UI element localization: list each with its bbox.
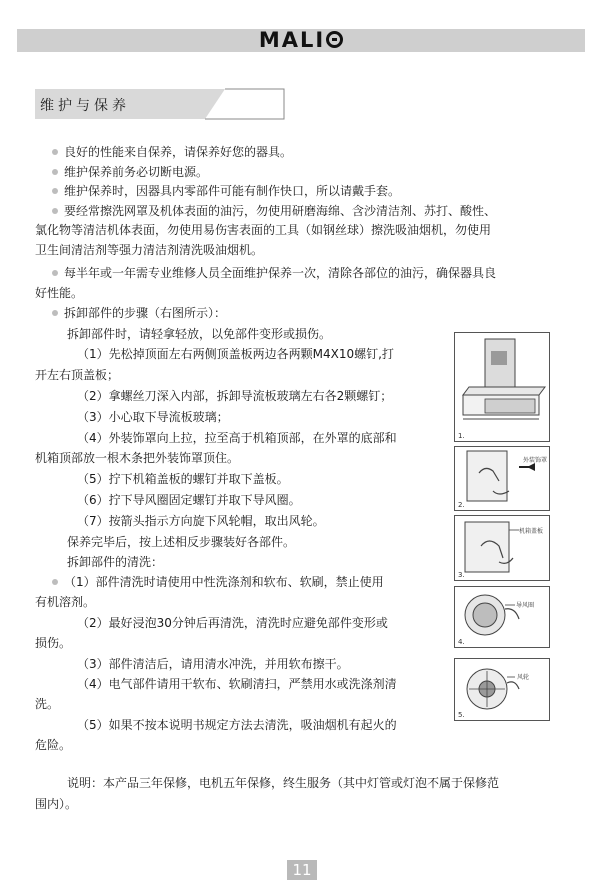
figure-number: 5. [458, 711, 465, 719]
step-line: （7）按箭头指示方向旋下风轮帽，取出风轮。 [77, 514, 325, 528]
figure-label: 机箱盖板 [519, 528, 544, 535]
figure-number: 3. [458, 571, 465, 579]
text-line: 保养完毕后，按上述相反步骤装好各部件。 [67, 535, 296, 549]
bullet-dot-icon [52, 579, 58, 585]
bullet-dot-icon [52, 188, 58, 194]
figure-number: 1. [458, 432, 465, 440]
text-line: 损伤。 [35, 636, 72, 650]
figure-number: 2. [458, 501, 465, 509]
step-line: （1）先松掉顶面左右两侧顶盖板两边各两颗M4X10螺钉,打 [77, 347, 394, 361]
step-line: （5）拧下机箱盖板的螺钉并取下盖板。 [77, 472, 289, 486]
bullet-dot-icon [52, 149, 58, 155]
bullet-item: 维护保养前务必切断电源。 [35, 163, 208, 182]
text-line: 好性能。 [35, 285, 84, 300]
brand-logo [17, 27, 585, 54]
bullet-dot-icon [52, 208, 58, 214]
text-line: 开左右顶盖板； [35, 368, 120, 382]
section-title: 维护与保养 [40, 98, 130, 114]
step-line: （6）拧下导风圈固定螺钉并取下导风圈。 [77, 493, 301, 507]
bullet-item: 每半年或一年需专业维修人员全面维护保养一次，清除各部位的油污，确保器具良 [35, 264, 496, 283]
range-hood-illustration [455, 333, 549, 441]
bullet-item: 要经常擦洗网罩及机体表面的油污，勿使用研磨海绵、含沙清洁剂、苏打、酸性、 [35, 202, 496, 221]
step-line: （2）拿螺丝刀深入内部，拆卸导流板玻璃左右各2颗螺钉； [77, 389, 393, 403]
step-line: （4）电气部件请用干软布、软刷清扫，严禁用水或洗涤剂清 [77, 677, 397, 691]
figure-2 [454, 446, 550, 511]
figure-3 [454, 515, 550, 581]
text-line: 围内）。 [35, 797, 78, 811]
bullet-item: 良好的性能来自保养，请保养好您的器具。 [35, 143, 292, 162]
fan-wheel-illustration [455, 659, 549, 720]
o-mark-icon [326, 31, 343, 48]
text-line: 拆卸部件时，请轻拿轻放，以免部件变形或损伤。 [67, 327, 332, 341]
step-line: （5）如果不按本说明书规定方法去清洗，吸油烟机有起火的 [77, 718, 397, 732]
warranty-note: 说明：本产品三年保修，电机五年保修，终生服务（其中灯管或灯泡不属于保修范 [67, 776, 500, 790]
text-line: 有机溶剂。 [35, 595, 96, 609]
bullet-item: 维护保养时，因器具内零部件可能有制作快口，所以请戴手套。 [35, 182, 400, 201]
text-line: 洗。 [35, 697, 60, 711]
figure-1 [454, 332, 550, 442]
logo-text: MALI [258, 28, 326, 52]
figure-5 [454, 658, 550, 721]
figure-label: 外装饰罩 [523, 457, 548, 464]
step-line: （3）部件清洁后，请用清水冲洗，并用软布擦干。 [77, 657, 349, 671]
bullet-dot-icon [52, 169, 58, 175]
figure-label: 导风圈 [516, 602, 535, 609]
step-line: （4）外装饰罩向上拉，拉至高于机箱顶部，在外罩的底部和 [77, 431, 397, 445]
bullet-dot-icon [52, 310, 58, 316]
text-line: 卫生间清洁剂等强力清洁剂清洗吸油烟机。 [35, 242, 264, 257]
bullet-dot-icon [52, 270, 58, 276]
bullet-item: 拆卸部件的步骤（右图所示）： [35, 304, 226, 323]
page-number: 11 [287, 860, 317, 880]
figure-label: 风轮 [517, 674, 530, 681]
air-ring-illustration [455, 587, 549, 647]
text-line: 拆卸部件的清洗： [67, 555, 164, 569]
figure-4 [454, 586, 550, 648]
step-line: （3）小心取下导流板玻璃； [77, 410, 229, 424]
text-line: 氯化物等清洁机体表面，勿使用易伤害表面的工具（如钢丝球）擦洗吸油烟机，勿使用 [35, 223, 492, 237]
figure-number: 4. [458, 638, 465, 646]
text-line: 危险。 [35, 738, 72, 752]
bullet-item: （1）部件清洗时请使用中性洗涤剂和软布、软刷，禁止使用 [35, 573, 384, 592]
step-line: （2）最好浸泡30分钟后再清洗，清洗时应避免部件变形或 [77, 616, 388, 630]
text-line: 机箱顶部放一根木条把外装饰罩顶住。 [35, 451, 240, 465]
